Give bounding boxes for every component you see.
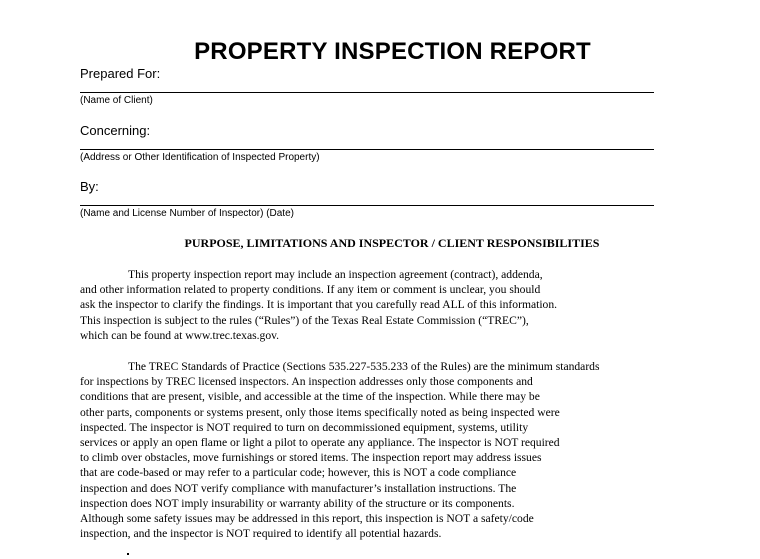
by-label: By: xyxy=(80,179,99,194)
paragraph-line: inspected. The inspector is NOT required to turn on decommissioned equipment, systems, utility xyxy=(80,420,529,434)
paragraph-line: to climb over obstacles, move furnishings or stored items. The inspection report may address issues xyxy=(80,451,542,465)
paragraph-line: inspection and does NOT verify compliance with manufacturer’s installation instructions. The xyxy=(80,481,517,495)
section-heading: PURPOSE, LIMITATIONS AND INSPECTOR / CLIENT RESPONSIBILITIES xyxy=(184,236,600,250)
paragraph-line: inspection, and the inspector is NOT required to identify all potential hazards. xyxy=(80,527,442,541)
paragraph-line: and other information related to property conditions. If any item or comment is unclear, you should xyxy=(80,283,541,297)
property-address-line[interactable] xyxy=(80,149,654,150)
paragraph-line: other parts, components or systems present, only those items specifically noted as being inspected were xyxy=(80,405,560,419)
inspector-line[interactable] xyxy=(80,205,654,206)
paragraph-line: inspection does NOT imply insurability or warranty ability of the structure or its components. xyxy=(80,496,515,510)
client-name-line[interactable] xyxy=(80,92,654,93)
paragraph-purpose xyxy=(80,267,557,343)
paragraph-line: conditions that are present, visible, and accessible at the time of the inspection. While there may be xyxy=(80,390,540,404)
concerning-label: Concerning: xyxy=(80,123,151,138)
prepared-for-label: Prepared For: xyxy=(80,66,161,81)
paragraph-line: Although some safety issues may be addressed in this report, this inspection is NOT a safety/code xyxy=(80,512,534,526)
paragraph-line: services or apply an open flame or light a pilot to operate any appliance. The inspector is NOT required xyxy=(80,436,560,450)
property-address-caption: (Address or Other Identification of Inspected Property) xyxy=(80,152,320,163)
text-cursor-mark xyxy=(127,553,129,555)
paragraph-line: for inspections by TREC licensed inspectors. An inspection addresses only those components and xyxy=(80,375,533,389)
paragraph-line: ask the inspector to clarify the findings. It is important that you carefully read ALL of this information. xyxy=(80,298,558,312)
report-title: PROPERTY INSPECTION REPORT xyxy=(194,38,591,65)
inspector-caption: (Name and License Number of Inspector) (Date) xyxy=(80,208,294,219)
paragraph-line: This inspection is subject to the rules (“Rules”) of the Texas Real Estate Commission (“TREC”), xyxy=(80,313,529,327)
paragraph-line: This property inspection report may include an inspection agreement (contract), addenda, xyxy=(128,268,543,281)
paragraph-line: which can be found at www.trec.texas.gov. xyxy=(80,328,280,342)
client-name-caption: (Name of Client) xyxy=(80,95,153,106)
paragraph-standards xyxy=(80,359,600,541)
paragraph-line: that are code-based or may refer to a particular code; however, this is NOT a code compliance xyxy=(80,466,517,480)
paragraph-line: The TREC Standards of Practice (Sections 535.227-535.233 of the Rules) are the minimum standards xyxy=(128,360,600,373)
